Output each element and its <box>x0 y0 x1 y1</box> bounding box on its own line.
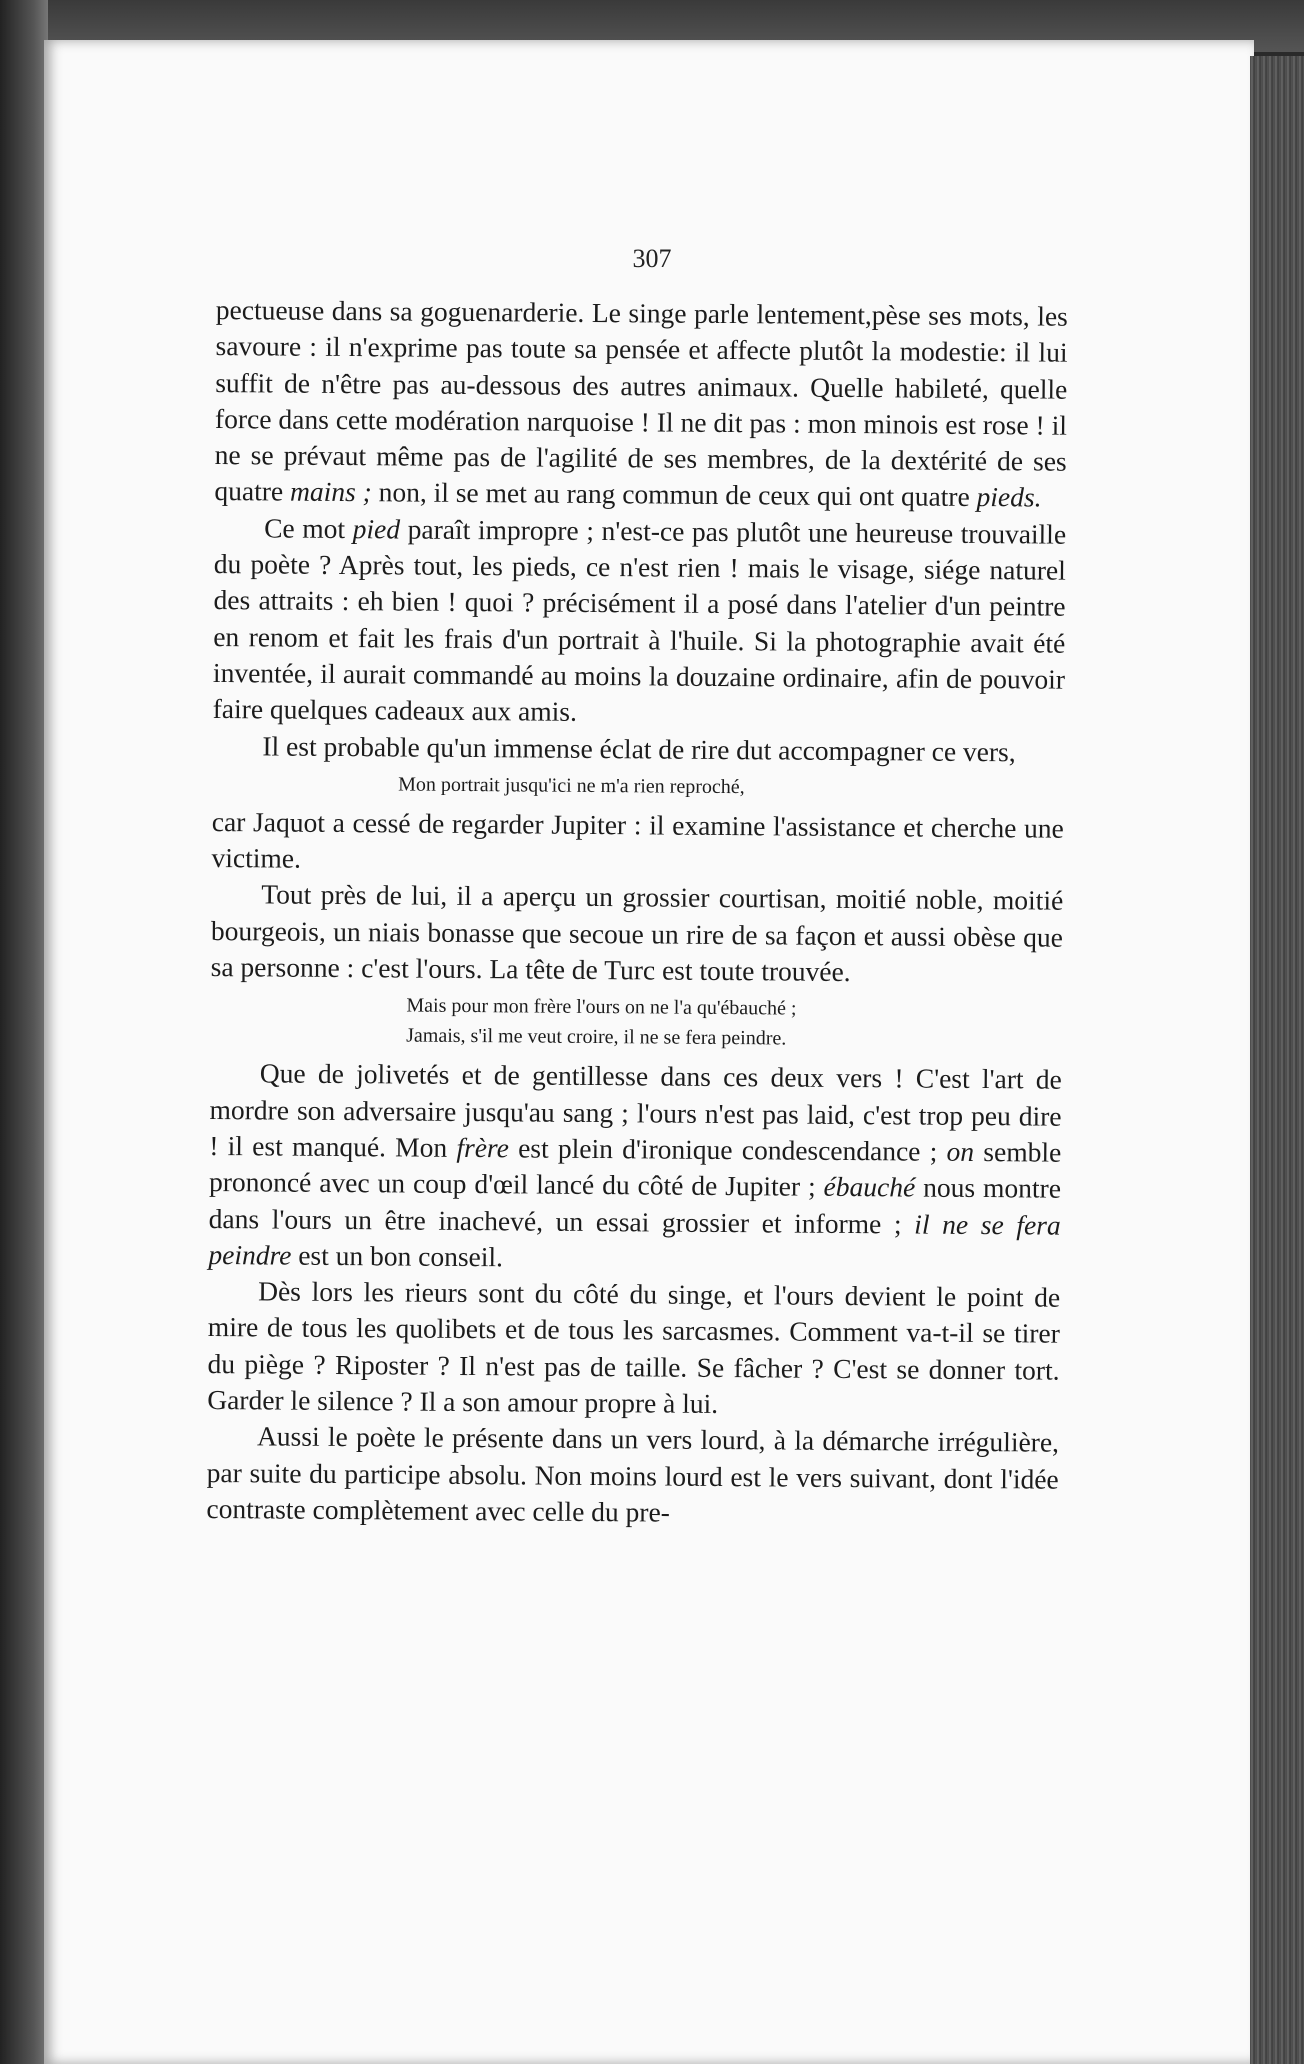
text-run: est plein d'ironique condescendance ; <box>508 1132 947 1167</box>
italic-run: frère <box>456 1131 510 1164</box>
text-run: pectueuse dans sa goguenarderie. Le singe parle lentement,pèse ses mots, les savoure : il n'exprime pas toute sa pensée et affecte plutôt la modestie: il lui suffit de n'être pas au-dessous des autres animaux. Quelle habileté, quelle force dans cette modération narquoise ! Il ne dit pas : mon minois est rose ! il ne se prévaut même pas de l'agilité de ses membres, de la dextérité de ses quatre <box>214 293 1068 508</box>
text-run: semble prononcé avec un coup d'œil lancé du côté de Jupiter ; <box>208 1135 1062 1203</box>
italic-run: ébauché <box>823 1171 916 1203</box>
text-run: non, il se met au rang commun de ceux qui ont quatre <box>371 476 977 513</box>
text-run: paraît impropre ; n'est-ce pas plutôt une heureuse trouvaille du poète ? Après tout, les pieds, ce n'est rien ! mais le visage, siége naturel des attraits : eh bien ! quoi ? précisément il a posé dans l'atelier d'un peintre en renom et fait les frais d'un portrait à l'huile. Si la photographie avait été inventée, il aurait commandé au moins la douzaine ordinaire, afin de pouvoir faire quelques cadeaux aux amis. <box>212 513 1067 728</box>
verse-line: Mais pour mon frère l'ours on ne l'a qu'ébauché ; <box>406 994 797 1020</box>
text-run: est un bon conseil. <box>291 1239 504 1273</box>
page-number: 307 <box>632 244 672 273</box>
verse-quote-2 <box>210 989 1062 1056</box>
paragraph-5: Tout près de lui, il a aperçu un grossier courtisan, moitié noble, moitié bourgeois, un niais bonasse que secoue un rire de sa façon et aussi obèse que sa personne : c'est l'ours. La tête de Turc est toute trouvée. <box>210 878 1064 988</box>
paragraph-4: car Jaquot a cessé de regarder Jupiter : il examine l'assistance et cherche une victime. <box>211 805 1064 874</box>
italic-run: on <box>946 1135 975 1167</box>
page-body <box>206 292 1068 1534</box>
paragraph-1 <box>214 292 1068 516</box>
verse-line: Jamais, s'il me veut croire, il ne se fera peindre. <box>406 1024 787 1050</box>
paragraph-8: Aussi le poète le présente dans un vers lourd, à la démarche irrégulière, par suite du participe absolu. Non moins lourd est le vers suivant, dont l'idée contraste complètement avec celle du pre- <box>206 1420 1060 1528</box>
verse-quote-1: Mon portrait jusqu'ici ne m'a rien reproché, <box>398 773 745 799</box>
paragraph-3: Il est probable qu'un immense éclat de rire dut accompagner ce vers, <box>262 729 1016 767</box>
page-stack-edge <box>1250 56 1304 2064</box>
text-run: nous montre dans l'ours un être inachevé, un essai grossier et informe ; <box>208 1171 1062 1240</box>
scan-background-left <box>0 0 48 2064</box>
text-run: Que de jolivetés et de gentillesse dans ces deux vers ! C'est l'art de mordre son adversaire jusqu'au sang ; l'ours n'est pas laid, c'est trop peu dire ! il est manqué. Mon <box>209 1057 1062 1163</box>
text-run: Ce mot <box>264 512 353 544</box>
paragraph-6 <box>208 1055 1062 1279</box>
italic-run: pied <box>352 512 401 545</box>
italic-run: mains ; <box>289 476 372 508</box>
paragraph-2 <box>213 510 1067 734</box>
paragraph-7: Dès lors les rieurs sont du côté du singe, et l'ours devient le point de mire de tous les quolibets et de tous les sarcasmes. Comment va-t-il se tirer du piège ? Riposter ? Il n'est pas de taille. Se fâcher ? C'est se donner tort. Garder le silence ? Il a son amour propre à lui. <box>207 1275 1061 1419</box>
italic-run: il ne se fera peindre <box>208 1208 1061 1271</box>
italic-run: pieds. <box>976 481 1042 513</box>
